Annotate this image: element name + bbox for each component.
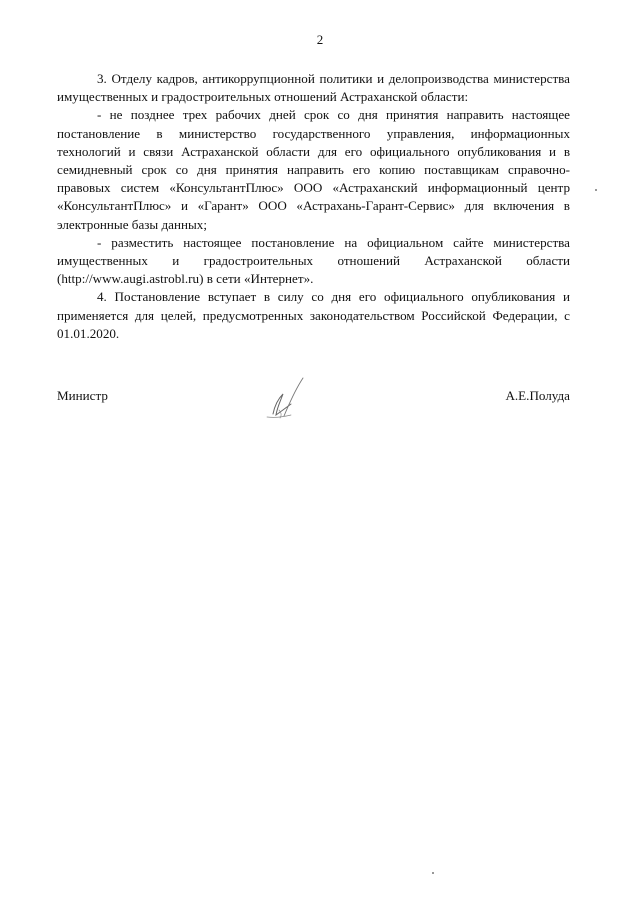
handwritten-signature bbox=[253, 374, 323, 424]
paragraph-item-4: 4. Постановление вступает в силу со дня его официального опубликования и применяется для целей, предусмотренных законодательством Российской Федерации, с 01.01.2020. bbox=[57, 289, 570, 341]
paragraph-publication-instructions: - не позднее трех рабочих дней срок со дня принятия направить настоящее постановление в министерство государственного управления, информационных технологий и связи Астраханской области для его официального опубликования и в семидневный срок со дня принятия направить его копию поставщикам справочно-правовых систем «КонсультантПлюс» ООО «Астраханский информационный центр «КонсультантПлюс» и «Гарант» ООО «Астрахань-Гарант-Сервис» для включения в электронные базы данных; bbox=[57, 107, 570, 232]
paragraph-item-3: 3. Отделу кадров, антикоррупционной политики и делопроизводства министерства имущественных и градостроительных отношений Астраханской области: bbox=[57, 71, 570, 105]
scan-speck bbox=[432, 872, 434, 874]
signer-title: Министр bbox=[57, 388, 108, 403]
paragraph-website-placement: - разместить настоящее постановление на официальном сайте министерства имущественных и градостроительных отношений Астраханской области (http://www.augi.astrobl.ru) в сети «Интернет». bbox=[57, 234, 570, 287]
scan-speck bbox=[595, 189, 597, 191]
document-body bbox=[57, 70, 570, 343]
signer-name: А.Е.Полуда bbox=[505, 388, 570, 403]
page-number: 2 bbox=[316, 32, 324, 47]
signature-block bbox=[57, 386, 570, 436]
